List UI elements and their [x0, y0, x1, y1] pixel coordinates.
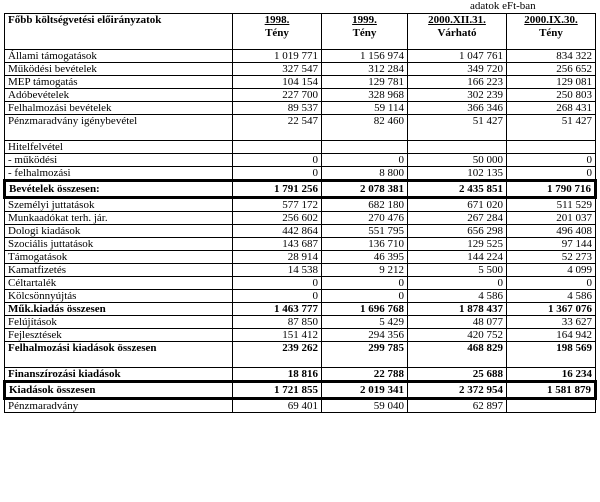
row-value: 294 356 — [322, 329, 408, 342]
table-row — [5, 89, 596, 102]
row-value: 256 652 — [507, 63, 596, 76]
row-value: 268 431 — [507, 102, 596, 115]
row-value: 1 156 974 — [322, 50, 408, 63]
row-value: 51 427 — [507, 115, 596, 141]
row-value: 166 223 — [408, 76, 507, 89]
row-value: 2 372 954 — [408, 382, 507, 399]
row-value: 0 — [233, 290, 322, 303]
row-value: 656 298 — [408, 225, 507, 238]
row-value: 48 077 — [408, 316, 507, 329]
header-col-2000-sep: 2000.IX.30. Tény — [507, 14, 596, 50]
row-value: 834 322 — [507, 50, 596, 63]
row-value: 97 144 — [507, 238, 596, 251]
row-label: Adóbevételek — [5, 89, 233, 102]
row-label: Pénzmaradvány — [5, 399, 233, 413]
row-value: 0 — [322, 290, 408, 303]
row-value: 129 525 — [408, 238, 507, 251]
row-value: 0 — [322, 154, 408, 167]
table-row — [5, 181, 596, 198]
row-value: 366 346 — [408, 102, 507, 115]
unit-note: adatok eFt-ban — [470, 0, 536, 12]
row-value: 69 401 — [233, 399, 322, 413]
table-row — [5, 264, 596, 277]
row-value: 89 537 — [233, 102, 322, 115]
row-value: 22 788 — [322, 368, 408, 382]
row-label: Céltartalék — [5, 277, 233, 290]
row-label: Működési bevételek — [5, 63, 233, 76]
row-value — [233, 141, 322, 154]
row-label: Személyi juttatások — [5, 198, 233, 212]
row-value: 144 224 — [408, 251, 507, 264]
row-value: 682 180 — [322, 198, 408, 212]
header-row — [5, 14, 596, 50]
table-row — [5, 368, 596, 382]
row-value: 1 696 768 — [322, 303, 408, 316]
table-row — [5, 212, 596, 225]
row-label: - felhalmozási — [5, 167, 233, 181]
table-row — [5, 399, 596, 413]
row-value: 328 968 — [322, 89, 408, 102]
row-value: 4 586 — [507, 290, 596, 303]
row-label: Kiadások összesen — [5, 382, 233, 399]
row-value: 2 435 851 — [408, 181, 507, 198]
row-value: 22 547 — [233, 115, 322, 141]
row-value: 1 019 771 — [233, 50, 322, 63]
table-row — [5, 115, 596, 141]
row-value: 239 262 — [233, 342, 322, 368]
row-value: 14 538 — [233, 264, 322, 277]
table-row — [5, 154, 596, 167]
row-label: Támogatások — [5, 251, 233, 264]
row-label: Szociális juttatások — [5, 238, 233, 251]
row-value: 0 — [233, 167, 322, 181]
row-label: - működési — [5, 154, 233, 167]
row-label: MEP támogatás — [5, 76, 233, 89]
row-label: Hitelfelvétel — [5, 141, 233, 154]
row-value: 1 721 855 — [233, 382, 322, 399]
row-value: 59 040 — [322, 399, 408, 413]
table-row — [5, 50, 596, 63]
row-value: 62 897 — [408, 399, 507, 413]
row-label: Felújítások — [5, 316, 233, 329]
row-value: 102 135 — [408, 167, 507, 181]
row-value: 28 914 — [233, 251, 322, 264]
row-value: 511 529 — [507, 198, 596, 212]
row-value: 0 — [507, 167, 596, 181]
row-value: 671 020 — [408, 198, 507, 212]
table-row — [5, 102, 596, 115]
row-label: Munkaadókat terh. jár. — [5, 212, 233, 225]
header-col-1999: 1999. Tény — [322, 14, 408, 50]
row-value: 0 — [233, 277, 322, 290]
row-value: 0 — [322, 277, 408, 290]
table-row — [5, 141, 596, 154]
row-value: 52 273 — [507, 251, 596, 264]
row-value — [507, 399, 596, 413]
row-value: 59 114 — [322, 102, 408, 115]
row-value: 1 878 437 — [408, 303, 507, 316]
table-row — [5, 342, 596, 368]
row-value: 496 408 — [507, 225, 596, 238]
row-value: 143 687 — [233, 238, 322, 251]
row-value: 1 791 256 — [233, 181, 322, 198]
row-value — [507, 141, 596, 154]
row-value: 4 099 — [507, 264, 596, 277]
table-row — [5, 277, 596, 290]
table-row — [5, 303, 596, 316]
row-value: 270 476 — [322, 212, 408, 225]
row-value: 2 078 381 — [322, 181, 408, 198]
row-value: 442 864 — [233, 225, 322, 238]
row-value: 8 800 — [322, 167, 408, 181]
row-value: 312 284 — [322, 63, 408, 76]
table-row — [5, 329, 596, 342]
table-row — [5, 251, 596, 264]
row-label: Bevételek összesen: — [5, 181, 233, 198]
row-value: 349 720 — [408, 63, 507, 76]
row-value: 0 — [233, 154, 322, 167]
row-value — [322, 141, 408, 154]
row-value: 4 586 — [408, 290, 507, 303]
table-body — [5, 50, 596, 413]
row-value: 33 627 — [507, 316, 596, 329]
table-row — [5, 290, 596, 303]
row-value: 129 781 — [322, 76, 408, 89]
row-value: 420 752 — [408, 329, 507, 342]
row-label: Felhalmozási bevételek — [5, 102, 233, 115]
row-label: Kamatfizetés — [5, 264, 233, 277]
row-label: Finanszírozási kiadások — [5, 368, 233, 382]
row-value: 267 284 — [408, 212, 507, 225]
budget-table — [3, 13, 597, 413]
row-label: Kölcsönnyújtás — [5, 290, 233, 303]
row-value: 25 688 — [408, 368, 507, 382]
row-value: 227 700 — [233, 89, 322, 102]
row-label: Felhalmozási kiadások összesen — [5, 342, 233, 368]
row-value: 5 429 — [322, 316, 408, 329]
row-value: 468 829 — [408, 342, 507, 368]
header-label: Főbb költségvetési előirányzatok — [5, 14, 233, 50]
row-value: 0 — [408, 277, 507, 290]
row-value: 299 785 — [322, 342, 408, 368]
table-row — [5, 238, 596, 251]
row-value: 87 850 — [233, 316, 322, 329]
row-label: Állami támogatások — [5, 50, 233, 63]
row-value: 104 154 — [233, 76, 322, 89]
row-value — [408, 141, 507, 154]
row-label: Dologi kiadások — [5, 225, 233, 238]
row-value: 9 212 — [322, 264, 408, 277]
row-value: 577 172 — [233, 198, 322, 212]
table-row — [5, 225, 596, 238]
row-value: 164 942 — [507, 329, 596, 342]
row-value: 1 047 761 — [408, 50, 507, 63]
row-value: 302 239 — [408, 89, 507, 102]
row-label: Fejlesztések — [5, 329, 233, 342]
table-row — [5, 167, 596, 181]
table-row — [5, 76, 596, 89]
row-label: Műk.kiadás összesen — [5, 303, 233, 316]
header-col-2000-dec: 2000.XII.31. Várható — [408, 14, 507, 50]
row-value: 82 460 — [322, 115, 408, 141]
row-value: 136 710 — [322, 238, 408, 251]
row-value: 151 412 — [233, 329, 322, 342]
row-value: 1 790 716 — [507, 181, 596, 198]
row-value: 46 395 — [322, 251, 408, 264]
row-value: 250 803 — [507, 89, 596, 102]
row-value: 256 602 — [233, 212, 322, 225]
table-row — [5, 63, 596, 76]
table-row — [5, 382, 596, 399]
row-value: 0 — [507, 277, 596, 290]
row-value: 50 000 — [408, 154, 507, 167]
row-value: 327 547 — [233, 63, 322, 76]
table-row — [5, 198, 596, 212]
row-value: 129 081 — [507, 76, 596, 89]
row-value: 201 037 — [507, 212, 596, 225]
row-value: 2 019 341 — [322, 382, 408, 399]
row-value: 18 816 — [233, 368, 322, 382]
row-value: 16 234 — [507, 368, 596, 382]
row-value: 51 427 — [408, 115, 507, 141]
table-row — [5, 316, 596, 329]
row-label: Pénzmaradvány igénybevétel — [5, 115, 233, 141]
row-value: 198 569 — [507, 342, 596, 368]
row-value: 0 — [507, 154, 596, 167]
row-value: 1 463 777 — [233, 303, 322, 316]
row-value: 1 581 879 — [507, 382, 596, 399]
row-value: 5 500 — [408, 264, 507, 277]
row-value: 551 795 — [322, 225, 408, 238]
row-value: 1 367 076 — [507, 303, 596, 316]
header-col-1998: 1998. Tény — [233, 14, 322, 50]
